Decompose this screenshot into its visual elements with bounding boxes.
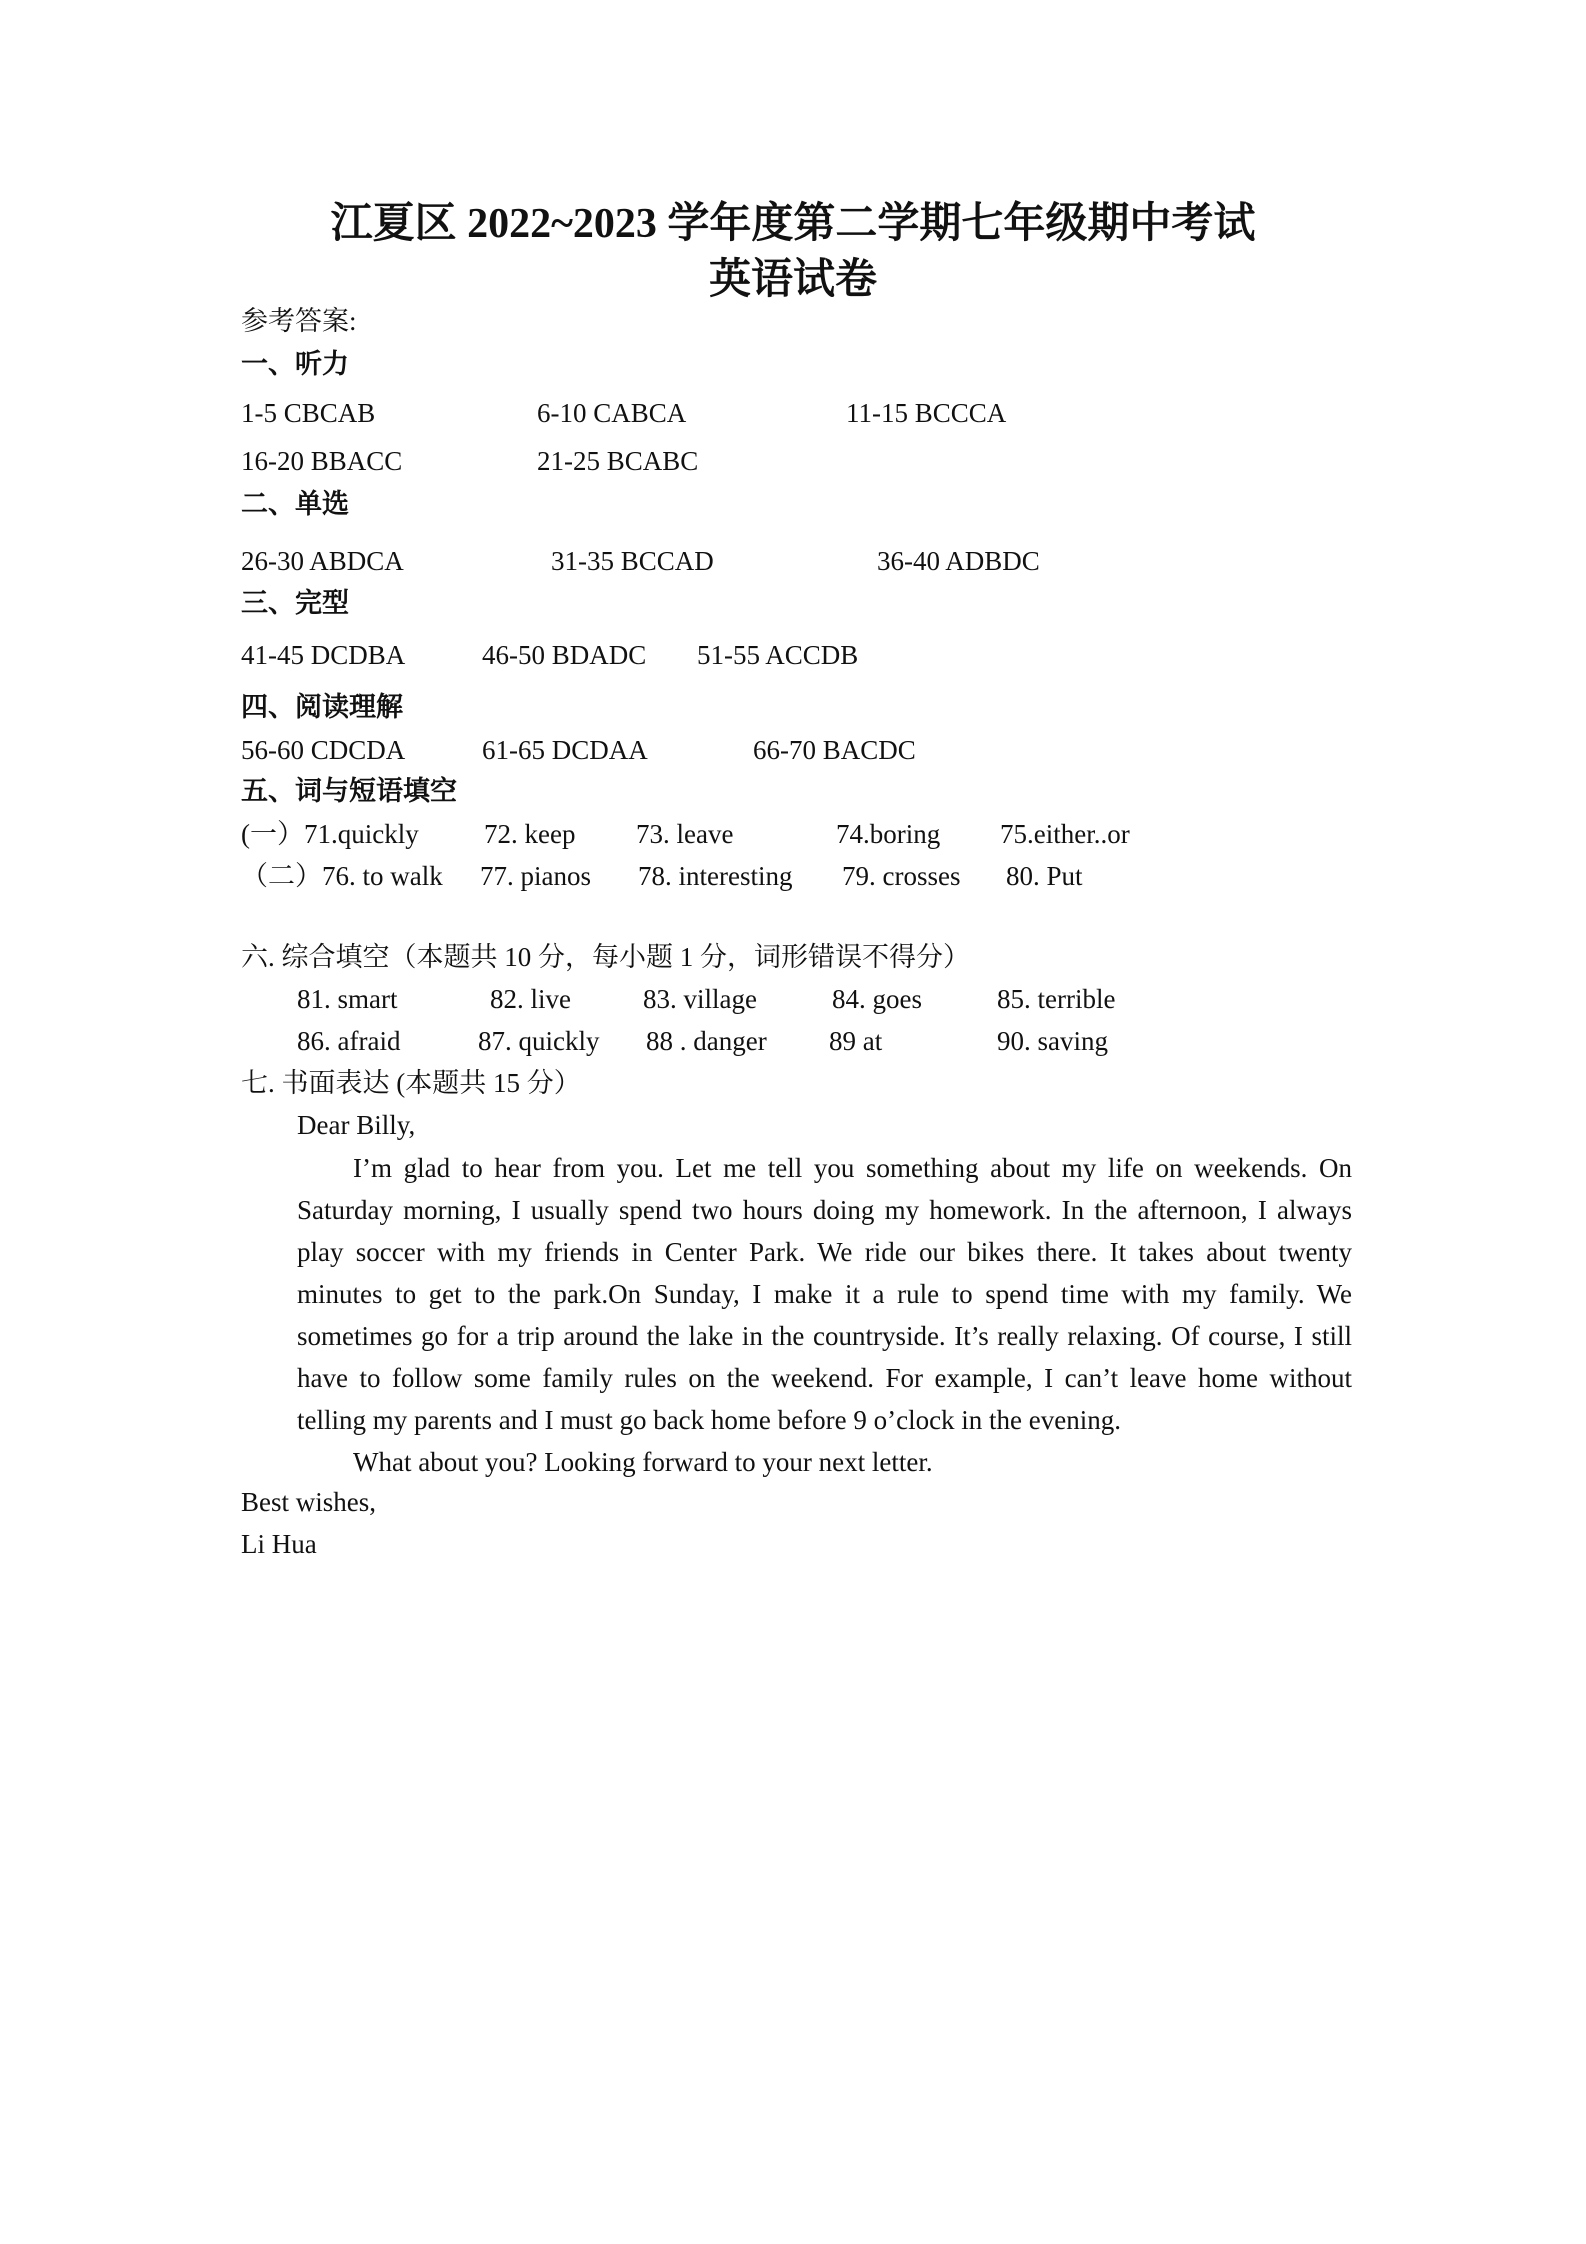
answer-group: 46-50 BDADC (482, 640, 647, 670)
answer-item: 74.boring (836, 819, 941, 849)
answer-group: 6-10 CABCA (537, 398, 687, 428)
answer-group: 26-30 ABDCA (241, 546, 404, 576)
answer-group: 41-45 DCDBA (241, 640, 406, 670)
letter-signature: Li Hua (241, 1529, 317, 1559)
document-title: 江夏区 2022~2023 学年度第二学期七年级期中考试 (330, 201, 1256, 247)
section-reading-heading: 四、阅读理解 (241, 692, 403, 722)
answer-group: 31-35 BCCAD (551, 546, 714, 576)
answer-group: 16-20 BBACC (241, 446, 403, 476)
answer-group: 51-55 ACCDB (697, 640, 859, 670)
answer-item: 83. village (643, 984, 757, 1014)
answer-group: 1-5 CBCAB (241, 398, 376, 428)
answer-item: 89 at (829, 1026, 883, 1056)
letter-closing-line: What about you? Looking forward to your next letter. (353, 1447, 933, 1477)
section-word-fill-heading: 五、词与短语填空 (241, 776, 457, 806)
letter-sign-off: Best wishes, (241, 1487, 376, 1517)
section-listening-heading: 一、听力 (241, 349, 349, 379)
answer-item: 90. saving (997, 1026, 1108, 1056)
answer-group: 66-70 BACDC (753, 735, 916, 765)
answer-item: 73. leave (636, 819, 734, 849)
section-writing-heading: 七. 书面表达 (本题共 15 分） (241, 1068, 581, 1098)
answer-item: 86. afraid (297, 1026, 401, 1056)
answer-item: 77. pianos (480, 861, 591, 891)
section-cloze-heading: 三、完型 (241, 588, 349, 618)
answer-item: （二）76. to walk (241, 861, 443, 891)
answer-item: 84. goes (832, 984, 922, 1014)
section-single-choice-heading: 二、单选 (241, 489, 349, 519)
answer-item: 72. keep (484, 819, 576, 849)
letter-greeting: Dear Billy, (297, 1110, 416, 1140)
answer-item: 79. crosses (842, 861, 961, 891)
answer-item: 80. Put (1006, 861, 1083, 891)
letter-body: I’m glad to hear from you. Let me tell you something about my life on weekends. On Saturday morning, I usually spend two hours doing my homework. In the afternoon, I always play soccer with my friends in Center Park. We ride our bikes there. It takes about twenty minutes to get to the park.On Sunday, I make it a rule to spend time with my family. We sometimes go for a trip around the lake in the countryside. It’s really relaxing. Of course, I still have to follow some family rules on the weekend. For example, I can’t leave home without telling my parents and I must go back home before 9 o’clock in the evening. (297, 1153, 1352, 1435)
answer-item: 88 . danger (646, 1026, 767, 1056)
answer-item: 87. quickly (478, 1026, 600, 1056)
answer-item: 78. interesting (638, 861, 793, 891)
section-comprehensive-fill-heading: 六. 综合填空（本题共 10 分，每小题 1 分，词形错误不得分） (241, 942, 970, 972)
answer-group: 36-40 ADBDC (877, 546, 1040, 576)
answer-item: 75.either..or (1000, 819, 1130, 849)
answer-group: 61-65 DCDAA (482, 735, 648, 765)
answer-group: 56-60 CDCDA (241, 735, 406, 765)
answer-item: 81. smart (297, 984, 398, 1014)
reference-answers-label: 参考答案: (241, 306, 357, 336)
document-subtitle: 英语试卷 (708, 257, 877, 303)
answer-group: 21-25 BCABC (537, 446, 699, 476)
answer-item: 82. live (490, 984, 571, 1014)
answer-group: 11-15 BCCCA (846, 398, 1007, 428)
answer-item: (一）71.quickly (241, 819, 419, 849)
answer-item: 85. terrible (997, 984, 1116, 1014)
